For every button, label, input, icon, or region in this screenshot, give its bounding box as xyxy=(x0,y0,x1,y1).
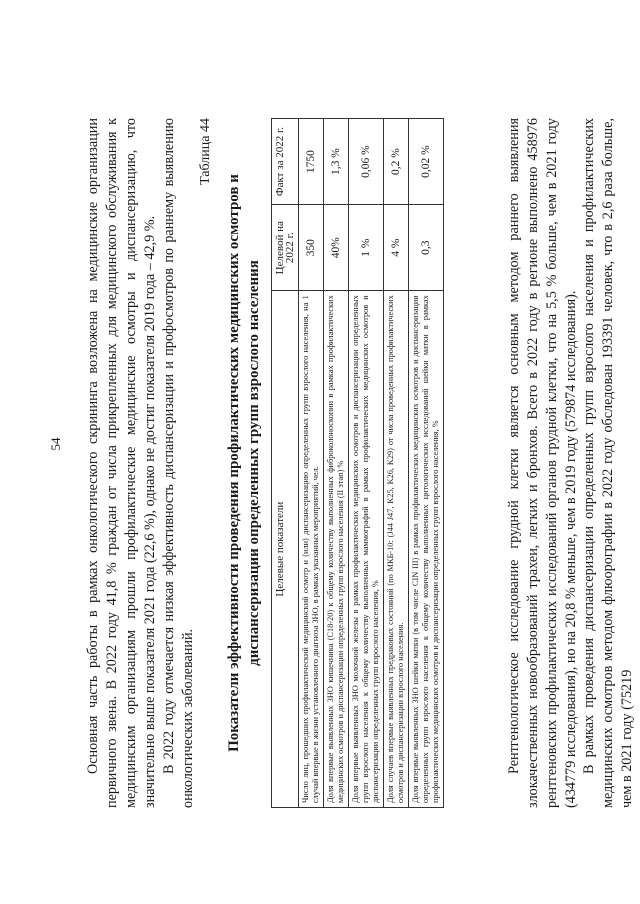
paragraph-xray-screening: Рентгенологическое исследование грудной клетки является основным методом раннего выявления злокачественных новообразований трахеи, легких и бронхов. Всего в 2022 году в регионе выполнено 458976 рентгеновских профилактических исследований органов грудной клетки, что на 5,5 % больше, чем в 2021 году (434779 исследования), но на 20,8 % меньше, чем в 2019 году (579874 исследования). xyxy=(506,118,579,808)
indicator-cell: Доля впервые выявленных ЗНО кишечника (С18-20) к общему количеству выполненных фиброколоноскопии в рамках профилактических медицинских осмотров и диспансеризации определенных групп взрослого населения (II этап) % xyxy=(324,291,349,808)
table-title: Показатели эффективности проведения профилактических медицинских осмотров и диспансеризации определенных групп взрослого населения xyxy=(226,174,262,752)
indicator-cell: Доля случаев впервые выявленных предраковых состояний (по МКБ-10: (J44 J47, K25, K26, K29) от числа проведенных профилактических осмотров и диспансеризации взрослого населения. xyxy=(384,291,409,808)
header-fact: Факт за 2022 г. xyxy=(272,119,299,205)
table-header-row xyxy=(272,119,299,808)
header-indicator: Целевые показатели xyxy=(272,291,299,808)
indicator-cell: Доля впервые выявленных ЗНО молочной железы в рамках профилактических медицинских осмотров и диспансеризации определенных групп взрослого населения к общему количеству выполненных маммографий в рамках профилактических медицинских осмотров и диспансеризации определенных групп взрослого населения, % xyxy=(349,291,384,808)
target-cell: 40% xyxy=(324,205,349,291)
target-cell: 350 xyxy=(299,205,324,291)
table-row xyxy=(349,119,384,808)
paragraph-screening-intro: Основная часть работы в рамках онкологического скрининга возложена на медицинские организации первичного звена. В 2022 году 41,8 % граждан от числа прикрепленных для медицинского обслуживания к медицинским организациям прошли профилактические медицинские осмотры и диспансеризацию, что значительно выше показателя 2021 года (22,6 %), однако не достиг показателя 2019 года – 42,9 %. xyxy=(85,118,158,808)
page-number: 54 xyxy=(48,437,63,451)
fact-cell: 0,02 % xyxy=(409,119,444,205)
paragraph-fluorography: В рамках проведения диспансеризации определенных групп взрослого населения и профилактических медицинских осмотров методом флюорографии в 2022 году обследован 193391 человек, что в 2,6 раза больше, чем в 2021 году (75219 xyxy=(581,118,635,808)
table-row xyxy=(384,119,409,808)
header-target: Целевой на 2022 г. xyxy=(272,205,299,291)
fact-cell: 1,3 % xyxy=(324,119,349,205)
table-row xyxy=(299,119,324,808)
indicator-cell: Число лиц, прошедших профилактический медицинский осмотр и (или) диспансеризацию определенных групп взрослого населения, на 1 случай впервые в жизни установленного диагноза ЗНО, в рамках указанных мероприятий, чел. xyxy=(299,291,324,808)
target-cell: 0,3 xyxy=(409,205,444,291)
table-row xyxy=(409,119,444,808)
fact-cell: 0,06 % xyxy=(349,119,384,205)
target-cell: 4 % xyxy=(384,205,409,291)
table-row xyxy=(324,119,349,808)
indicator-cell: Доля впервые выявленных ЗНО шейки матки (в том числе CIN III) в рамках профилактических медицинских осмотров и диспансеризации определенных групп взрослого населения к общему количеству выполненных цитологических исследований шейки матки в рамках профилактических медицинских осмотров и диспансеризации определенных групп взрослого населения, % xyxy=(409,291,444,808)
fact-cell: 1750 xyxy=(299,119,324,205)
target-cell: 1 % xyxy=(349,205,384,291)
indicators-table xyxy=(271,118,444,808)
table-number: Таблица 44 xyxy=(198,118,213,185)
fact-cell: 0,2 % xyxy=(384,119,409,205)
paragraph-low-effectiveness: В 2022 году отмечается низкая эффективность диспансеризации и профосмотров по раннему выявлению онкологических заболеваний. xyxy=(161,118,196,808)
